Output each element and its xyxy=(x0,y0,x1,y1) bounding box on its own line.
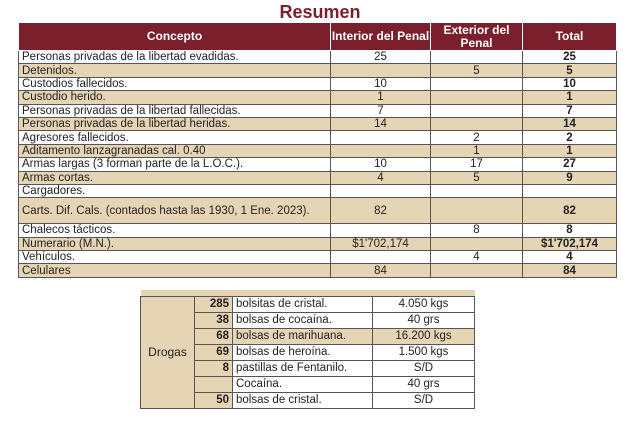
row-concept: Chalecos tácticos. xyxy=(19,224,331,237)
drug-desc: pastillas de Fentanilo. xyxy=(233,360,373,376)
row-concept: Armas cortas. xyxy=(19,171,331,184)
drug-amount: 1.500 kgs xyxy=(373,344,475,360)
row-exterior xyxy=(431,117,523,130)
table-row xyxy=(19,264,617,277)
table-row xyxy=(19,117,617,130)
row-total: 82 xyxy=(523,198,617,224)
row-concept: Agresores fallecidos. xyxy=(19,131,331,144)
row-total: 14 xyxy=(523,117,617,130)
row-exterior xyxy=(431,104,523,117)
table-row xyxy=(19,237,617,250)
drug-desc: bolsitas de cristal. xyxy=(233,296,373,312)
row-exterior: 1 xyxy=(431,144,523,157)
table-row xyxy=(19,171,617,184)
table-row xyxy=(19,131,617,144)
summary-header-row xyxy=(19,23,617,51)
row-exterior xyxy=(431,198,523,224)
row-total: 1 xyxy=(523,144,617,157)
row-total: 1 xyxy=(523,91,617,104)
row-exterior: 2 xyxy=(431,131,523,144)
row-exterior xyxy=(431,77,523,90)
row-exterior xyxy=(431,91,523,104)
row-interior: 14 xyxy=(331,117,431,130)
row-total: 9 xyxy=(523,171,617,184)
table-row xyxy=(19,198,617,224)
row-concept: Armas largas (3 forman parte de la L.O.C.). xyxy=(19,158,331,171)
row-interior xyxy=(331,224,431,237)
drug-qty xyxy=(195,376,233,392)
row-exterior xyxy=(431,184,523,197)
row-total xyxy=(523,184,617,197)
row-interior: 1 xyxy=(331,91,431,104)
row-interior: 25 xyxy=(331,51,431,64)
row-concept: Numerario (M.N.). xyxy=(19,237,331,250)
drug-desc: Cocaína. xyxy=(233,376,373,392)
row-interior: 84 xyxy=(331,264,431,277)
row-concept: Personas privadas de la libertad fallecidas. xyxy=(19,104,331,117)
row-interior: 10 xyxy=(331,77,431,90)
table-row xyxy=(19,77,617,90)
drug-qty: 50 xyxy=(195,392,233,408)
row-total: 4 xyxy=(523,251,617,264)
drug-qty: 8 xyxy=(195,360,233,376)
table-row xyxy=(19,144,617,157)
header-interior: Interior del Penal xyxy=(331,23,431,51)
row-total: 5 xyxy=(523,64,617,77)
drug-amount: S/D xyxy=(373,392,475,408)
drug-qty: 285 xyxy=(195,296,233,312)
table-row xyxy=(19,251,617,264)
row-exterior xyxy=(431,264,523,277)
summary-table xyxy=(18,22,617,278)
row-exterior: 5 xyxy=(431,64,523,77)
drug-amount: S/D xyxy=(373,360,475,376)
row-total: 27 xyxy=(523,158,617,171)
row-concept: Custodio herido. xyxy=(19,91,331,104)
row-total: $1'702,174 xyxy=(523,237,617,250)
row-interior xyxy=(331,184,431,197)
row-concept: Aditamento lanzagranadas cal. 0.40 xyxy=(19,144,331,157)
row-exterior: 17 xyxy=(431,158,523,171)
drug-desc: bolsas de marihuana. xyxy=(233,328,373,344)
drug-qty: 69 xyxy=(195,344,233,360)
table-row xyxy=(19,184,617,197)
header-total: Total xyxy=(523,23,617,51)
row-concept: Celulares xyxy=(19,264,331,277)
drug-amount: 40 grs xyxy=(373,376,475,392)
row-exterior: 5 xyxy=(431,171,523,184)
drug-amount: 4.050 kgs xyxy=(373,296,475,312)
drug-desc: bolsas de cocaína. xyxy=(233,312,373,328)
row-interior: $1'702,174 xyxy=(331,237,431,250)
row-total: 25 xyxy=(523,51,617,64)
drug-desc: bolsas de heroína. xyxy=(233,344,373,360)
table-row xyxy=(19,64,617,77)
row-concept: Detenidos. xyxy=(19,64,331,77)
row-exterior xyxy=(431,237,523,250)
row-exterior: 4 xyxy=(431,251,523,264)
row-total: 10 xyxy=(523,77,617,90)
header-exterior: Exterior del Penal xyxy=(431,23,523,51)
drug-amount: 40 grs xyxy=(373,312,475,328)
row-concept: Personas privadas de la libertad evadidas. xyxy=(19,51,331,64)
row-exterior xyxy=(431,51,523,64)
drug-amount: 16.200 kgs xyxy=(373,328,475,344)
drugs-table xyxy=(140,290,475,409)
row-total: 8 xyxy=(523,224,617,237)
table-row xyxy=(19,158,617,171)
drug-row xyxy=(141,296,475,312)
row-concept: Personas privadas de la libertad heridas. xyxy=(19,117,331,130)
row-interior xyxy=(331,144,431,157)
row-total: 7 xyxy=(523,104,617,117)
row-concept: Cargadores. xyxy=(19,184,331,197)
row-concept: Vehículos. xyxy=(19,251,331,264)
drug-qty: 38 xyxy=(195,312,233,328)
drug-qty: 68 xyxy=(195,328,233,344)
drug-desc: bolsas de cristal. xyxy=(233,392,373,408)
drugs-label: Drogas xyxy=(141,296,195,408)
row-concept: Carts. Dif. Cals. (contados hasta las 1930, 1 Ene. 2023). xyxy=(19,198,331,224)
row-total: 2 xyxy=(523,131,617,144)
row-interior: 82 xyxy=(331,198,431,224)
table-row xyxy=(19,224,617,237)
table-row xyxy=(19,91,617,104)
table-row xyxy=(19,104,617,117)
page-title: Resumen xyxy=(279,2,361,22)
row-interior xyxy=(331,64,431,77)
row-exterior: 8 xyxy=(431,224,523,237)
row-interior: 4 xyxy=(331,171,431,184)
header-concept: Concepto xyxy=(19,23,331,51)
row-total: 84 xyxy=(523,264,617,277)
row-concept: Custodios fallecidos. xyxy=(19,77,331,90)
row-interior: 10 xyxy=(331,158,431,171)
table-row xyxy=(19,51,617,64)
row-interior xyxy=(331,131,431,144)
row-interior xyxy=(331,251,431,264)
row-interior: 7 xyxy=(331,104,431,117)
